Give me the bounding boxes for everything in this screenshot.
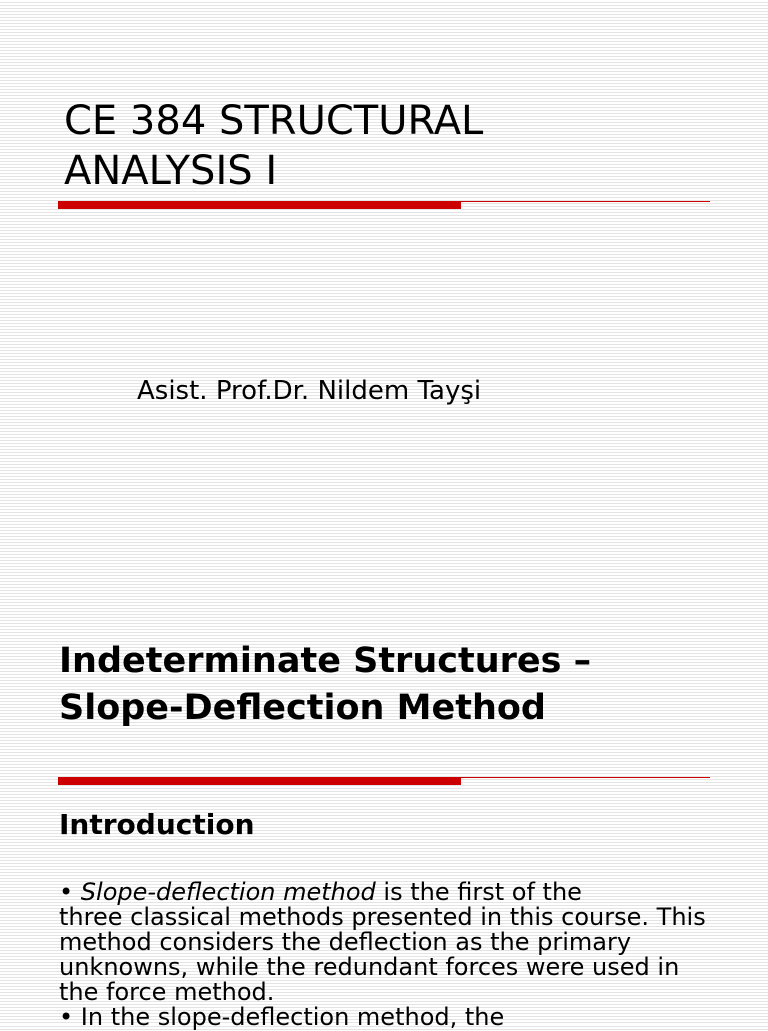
- lecture-title: [59, 638, 591, 732]
- author-name: Asist. Prof.Dr. Nildem Tayşi: [137, 376, 482, 406]
- paragraph-2-text: In the slope-deflection method, the: [80, 1003, 505, 1031]
- divider-thick-bar: [58, 201, 461, 209]
- paragraph-2: [59, 1005, 719, 1030]
- section-divider: [58, 777, 710, 787]
- course-title-line-1: CE 384 STRUCTURAL: [64, 98, 484, 144]
- title-divider: [58, 201, 710, 211]
- bullet-1: •: [59, 878, 74, 906]
- lecture-title-line-2: Slope-Deflection Method: [59, 688, 546, 728]
- method-name-emphasis: Slope-deflection method: [80, 878, 376, 906]
- paragraph-1: [59, 880, 719, 1005]
- paragraph-1-line-1: is the first of the: [375, 878, 582, 906]
- divider-thin-line: [461, 201, 710, 202]
- bullet-2: •: [59, 1003, 74, 1031]
- paragraph-1-rest: three classical methods presented in this course. This method considers the deflection as the primary unknowns, while the redundant forces were used in the force method.: [59, 903, 706, 1006]
- course-title-line-2: ANALYSIS I: [64, 148, 278, 194]
- section-heading: Introduction: [59, 808, 255, 841]
- lecture-title-line-1: Indeterminate Structures –: [59, 641, 592, 681]
- divider-thick-bar: [58, 777, 461, 785]
- divider-thin-line: [461, 777, 710, 778]
- course-title: [64, 96, 483, 196]
- body-text: [59, 880, 719, 1030]
